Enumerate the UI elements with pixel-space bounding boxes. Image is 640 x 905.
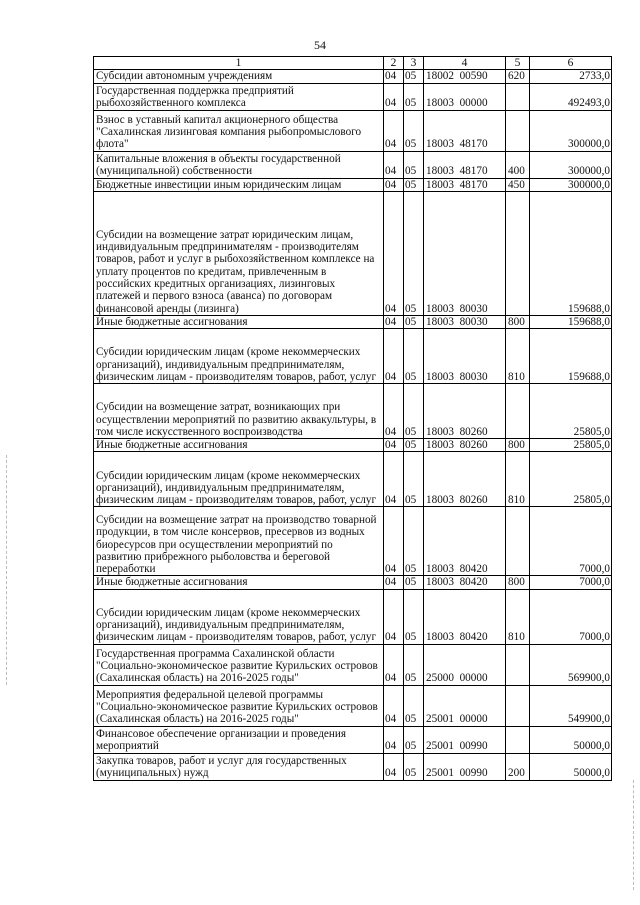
row-section-cell: 04 [384, 191, 404, 315]
row-amount-cell: 25805,0 [530, 439, 612, 452]
row-name-cell: Финансовое обеспечение организации и проведения мероприятий [94, 726, 384, 753]
row-amount-cell: 50000,0 [530, 726, 612, 753]
row-expense-type-cell [506, 685, 530, 726]
row-name-cell: Субсидии юридическим лицам (кроме некоммерческих организаций), индивидуальным предпринимателям, физическим лицам - производителям товаров, работ, услуг [94, 329, 384, 384]
row-section-cell: 04 [384, 384, 404, 439]
row-subsection-cell: 05 [404, 151, 424, 178]
row-subsection-cell: 05 [404, 644, 424, 685]
table-row [94, 384, 612, 439]
right-margin-marks [633, 780, 636, 890]
row-amount-cell: 300000,0 [530, 110, 612, 151]
row-target-article-cell: 18003 48170 [424, 151, 506, 178]
row-section-cell: 04 [384, 110, 404, 151]
left-margin-marks [6, 455, 9, 685]
row-section-cell: 04 [384, 576, 404, 589]
row-name-cell: Иные бюджетные ассигнования [94, 576, 384, 589]
row-target-article-cell: 18003 80260 [424, 452, 506, 507]
row-expense-type-cell [506, 384, 530, 439]
row-name-cell: Государственная поддержка предприятий рыбохозяйственного комплекса [94, 83, 384, 110]
row-subsection-cell: 05 [404, 685, 424, 726]
row-name-cell: Мероприятия федеральной целевой программы "Социально-экономическое развитие Курильских островов (Сахалинская область) на 2016-2025 годы" [94, 685, 384, 726]
row-subsection-cell: 05 [404, 507, 424, 576]
row-section-cell: 04 [384, 315, 404, 328]
row-expense-type-cell: 800 [506, 315, 530, 328]
row-amount-cell: 25805,0 [530, 452, 612, 507]
row-target-article-cell: 18003 80030 [424, 191, 506, 315]
row-name-cell: Иные бюджетные ассигнования [94, 315, 384, 328]
row-expense-type-cell [506, 726, 530, 753]
row-target-article-cell: 18003 80030 [424, 329, 506, 384]
row-name-cell: Субсидии на возмещение затрат на производство товарной продукции, в том числе консервов, пресервов из водных биоресурсов при осуществлении мероприятий по развитию прибрежного рыболовства и береговой переработки [94, 507, 384, 576]
table-row [94, 191, 612, 315]
row-subsection-cell: 05 [404, 110, 424, 151]
row-subsection-cell: 05 [404, 83, 424, 110]
row-amount-cell: 159688,0 [530, 191, 612, 315]
row-name-cell: Иные бюджетные ассигнования [94, 439, 384, 452]
row-target-article-cell: 25001 00000 [424, 685, 506, 726]
table-row [94, 315, 612, 328]
row-amount-cell: 159688,0 [530, 315, 612, 328]
row-amount-cell: 492493,0 [530, 83, 612, 110]
row-subsection-cell: 05 [404, 329, 424, 384]
row-name-cell: Субсидии юридическим лицам (кроме некоммерческих организаций), индивидуальным предпринимателям, физическим лицам - производителям товаров, работ, услуг [94, 452, 384, 507]
row-expense-type-cell: 800 [506, 439, 530, 452]
row-name-cell: Субсидии автономным учреждениям [94, 70, 384, 83]
row-amount-cell: 7000,0 [530, 507, 612, 576]
table-row [94, 685, 612, 726]
table-row [94, 178, 612, 191]
row-amount-cell: 549900,0 [530, 685, 612, 726]
row-target-article-cell: 18003 80260 [424, 439, 506, 452]
row-section-cell: 04 [384, 178, 404, 191]
row-amount-cell: 159688,0 [530, 329, 612, 384]
table-row [94, 151, 612, 178]
row-expense-type-cell [506, 191, 530, 315]
table-row [94, 329, 612, 384]
table-row [94, 589, 612, 644]
row-name-cell: Субсидии юридическим лицам (кроме некоммерческих организаций), индивидуальным предпринимателям, физическим лицам - производителям товаров, работ, услуг [94, 589, 384, 644]
row-subsection-cell: 05 [404, 384, 424, 439]
row-expense-type-cell: 200 [506, 753, 530, 780]
row-subsection-cell: 05 [404, 589, 424, 644]
row-subsection-cell: 05 [404, 178, 424, 191]
table-row [94, 439, 612, 452]
table-row [94, 110, 612, 151]
header-col-3: 3 [404, 57, 424, 70]
row-expense-type-cell: 810 [506, 589, 530, 644]
table-row [94, 753, 612, 780]
page-number: 54 [314, 38, 326, 52]
table-row [94, 70, 612, 83]
row-target-article-cell: 25000 00000 [424, 644, 506, 685]
row-name-cell: Субсидии на возмещение затрат юридическим лицам, индивидуальным предпринимателям - производителям товаров, работ и услуг в рыбохозяйственном комплексе на уплату процентов по кредитам, привлеченным в российских кредитных организациях, лизинговых платежей и первого взноса (аванса) по договорам финансовой аренды (лизинга) [94, 191, 384, 315]
row-section-cell: 04 [384, 685, 404, 726]
budget-table [93, 56, 612, 781]
row-target-article-cell: 18003 80030 [424, 315, 506, 328]
row-section-cell: 04 [384, 753, 404, 780]
table-row [94, 644, 612, 685]
row-amount-cell: 2733,0 [530, 70, 612, 83]
row-section-cell: 04 [384, 83, 404, 110]
row-subsection-cell: 05 [404, 452, 424, 507]
row-amount-cell: 7000,0 [530, 589, 612, 644]
row-target-article-cell: 25001 00990 [424, 726, 506, 753]
row-expense-type-cell: 620 [506, 70, 530, 83]
header-row [94, 57, 612, 70]
row-target-article-cell: 18002 00590 [424, 70, 506, 83]
row-amount-cell: 50000,0 [530, 753, 612, 780]
row-expense-type-cell: 450 [506, 178, 530, 191]
row-name-cell: Субсидии на возмещение затрат, возникающих при осуществлении мероприятий по развитию аквакультуры, в том числе искусственного воспроизводства [94, 384, 384, 439]
row-section-cell: 04 [384, 452, 404, 507]
header-col-4: 4 [424, 57, 506, 70]
row-name-cell: Взнос в уставный капитал акционерного общества "Сахалинская лизинговая компания рыбопромыслового флота" [94, 110, 384, 151]
row-subsection-cell: 05 [404, 439, 424, 452]
row-amount-cell: 300000,0 [530, 151, 612, 178]
row-amount-cell: 7000,0 [530, 576, 612, 589]
row-target-article-cell: 18003 80260 [424, 384, 506, 439]
row-expense-type-cell [506, 110, 530, 151]
header-col-2: 2 [384, 57, 404, 70]
header-col-6: 6 [530, 57, 612, 70]
row-section-cell: 04 [384, 329, 404, 384]
row-target-article-cell: 25001 00990 [424, 753, 506, 780]
table-row [94, 452, 612, 507]
row-section-cell: 04 [384, 726, 404, 753]
table-row [94, 576, 612, 589]
row-subsection-cell: 05 [404, 70, 424, 83]
row-target-article-cell: 18003 00000 [424, 83, 506, 110]
row-target-article-cell: 18003 48170 [424, 178, 506, 191]
header-col-1: 1 [94, 57, 384, 70]
row-expense-type-cell: 400 [506, 151, 530, 178]
row-name-cell: Бюджетные инвестиции иным юридическим лицам [94, 178, 384, 191]
row-name-cell: Государственная программа Сахалинской области "Социально-экономическое развитие Курильских островов (Сахалинская область) на 2016-2025 годы" [94, 644, 384, 685]
row-target-article-cell: 18003 48170 [424, 110, 506, 151]
row-section-cell: 04 [384, 644, 404, 685]
row-name-cell: Закупка товаров, работ и услуг для государственных (муниципальных) нужд [94, 753, 384, 780]
row-target-article-cell: 18003 80420 [424, 589, 506, 644]
row-expense-type-cell: 800 [506, 576, 530, 589]
table-row [94, 507, 612, 576]
row-subsection-cell: 05 [404, 576, 424, 589]
row-name-cell: Капитальные вложения в объекты государственной (муниципальной) собственности [94, 151, 384, 178]
row-target-article-cell: 18003 80420 [424, 507, 506, 576]
row-expense-type-cell: 810 [506, 452, 530, 507]
row-section-cell: 04 [384, 70, 404, 83]
row-expense-type-cell [506, 83, 530, 110]
table-row [94, 726, 612, 753]
row-amount-cell: 25805,0 [530, 384, 612, 439]
row-subsection-cell: 05 [404, 753, 424, 780]
row-expense-type-cell: 810 [506, 329, 530, 384]
row-section-cell: 04 [384, 507, 404, 576]
row-section-cell: 04 [384, 589, 404, 644]
row-target-article-cell: 18003 80420 [424, 576, 506, 589]
row-amount-cell: 300000,0 [530, 178, 612, 191]
row-subsection-cell: 05 [404, 191, 424, 315]
row-subsection-cell: 05 [404, 726, 424, 753]
row-expense-type-cell [506, 507, 530, 576]
row-expense-type-cell [506, 644, 530, 685]
row-section-cell: 04 [384, 439, 404, 452]
row-amount-cell: 569900,0 [530, 644, 612, 685]
header-col-5: 5 [506, 57, 530, 70]
row-subsection-cell: 05 [404, 315, 424, 328]
table-row [94, 83, 612, 110]
row-section-cell: 04 [384, 151, 404, 178]
